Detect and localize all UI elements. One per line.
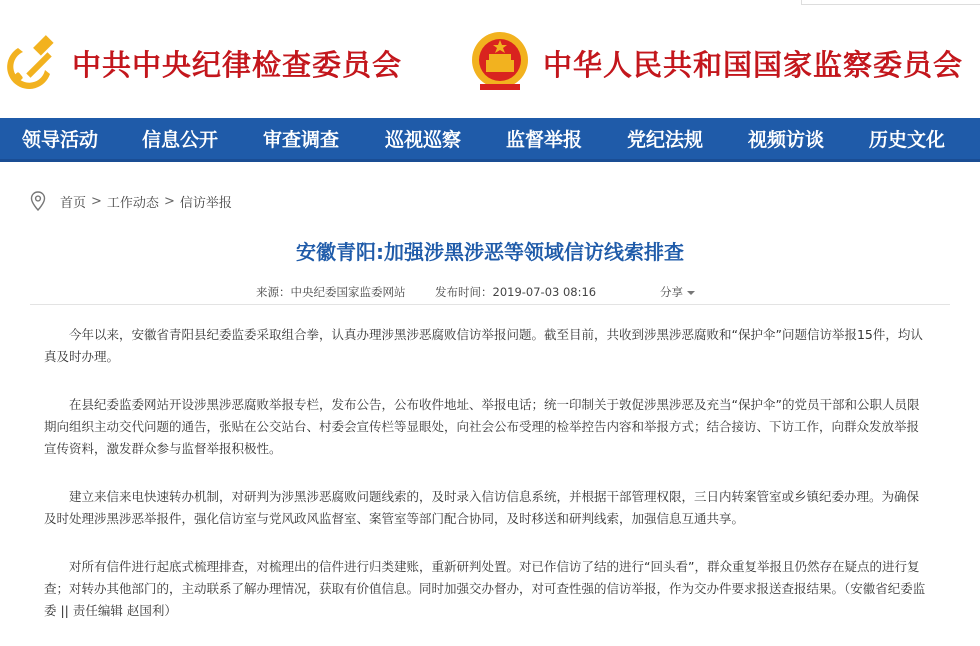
breadcrumb-separator: >	[91, 193, 102, 209]
nav-item-report[interactable]: 监督举报	[506, 129, 583, 151]
nav-item-leadership[interactable]: 领导活动	[22, 129, 99, 151]
breadcrumb-home[interactable]: 首页	[60, 195, 87, 211]
article-meta	[30, 282, 950, 302]
article-paragraph: 建立来信来电快速转办机制，对研判为涉黑涉恶腐败问题线索的，及时录入信访信息系统，并根据干部管理权限，三日内转案管室或乡镇纪委办理。为确保及时处理涉黑涉恶举报件，强化信访室与党风政风监督室、案管室等部门配合协同，及时移送和研判线索，加强信息互通共享。	[44, 489, 920, 526]
national-emblem-icon	[470, 30, 530, 94]
main-nav	[0, 118, 980, 162]
org-title-ccdi: 中共中央纪律检查委员会	[72, 48, 403, 82]
nav-item-history[interactable]: 历史文化	[869, 129, 946, 151]
nav-item-investigation[interactable]: 审查调查	[263, 129, 340, 151]
location-pin-icon	[30, 191, 46, 211]
article-paragraph: 对所有信件进行起底式梳理排查，对梳理出的信件进行归类建账，重新研判处置。对已作信访了结的进行“回头看”，群众重复举报且仍然存在疑点的进行复查；对转办其他部门的，主动联系了解办理情况，获取有价值信息。同时加强交办督办，对可查性强的信访举报，作为交办件要求报送查报结果。（安徽省纪委监委 || 责任编辑 赵国利）	[44, 559, 926, 618]
article-paragraph: 今年以来，安徽省青阳县纪委监委采取组合拳，认真办理涉黑涉恶腐败信访举报问题。截至目前，共收到涉黑涉恶腐败和“保护伞”问题信访举报15件，均认真及时办理。	[44, 327, 923, 364]
article-title: 安徽青阳:加强涉黑涉恶等领域信访线索排查	[296, 240, 684, 264]
nav-item-video[interactable]: 视频访谈	[748, 129, 825, 151]
article-paragraph: 在县纪委监委网站开设涉黑涉恶腐败举报专栏，发布公告，公布收件地址、举报电话；统一印制关于敦促涉黑涉恶及充当“保护伞”的党员干部和公职人员限期向组织主动交代问题的通告，张贴在公交站台、村委会宣传栏等显眼处，向社会公布受理的检举控告内容和举报方式；结合接访、下访工作，向群众发放举报宣传资料，激发群众参与监督举报积极性。	[44, 397, 920, 456]
breadcrumb-separator: >	[163, 193, 175, 209]
breadcrumb-work-news[interactable]: 工作动态	[106, 195, 159, 211]
breadcrumb-petition[interactable]: 信访举报	[179, 195, 232, 211]
article-date: 发布时间：2019-07-03 08:16	[435, 285, 597, 299]
chevron-down-icon	[687, 291, 695, 295]
breadcrumb	[30, 190, 232, 212]
share-button[interactable]	[660, 284, 695, 300]
nav-item-info-disclosure[interactable]: 信息公开	[142, 129, 219, 151]
nav-item-inspection[interactable]: 巡视巡察	[385, 129, 462, 151]
article-source: 来源：中央纪委国家监委网站	[256, 285, 406, 299]
divider	[30, 304, 950, 305]
hammer-sickle-icon	[6, 34, 62, 90]
nav-item-regulations[interactable]: 党纪法规	[627, 129, 704, 151]
share-label: 分享	[660, 285, 683, 299]
org-title-nsc: 中华人民共和国国家监察委员会	[543, 48, 964, 82]
top-search-box[interactable]	[801, 0, 980, 5]
site-header	[0, 0, 980, 118]
